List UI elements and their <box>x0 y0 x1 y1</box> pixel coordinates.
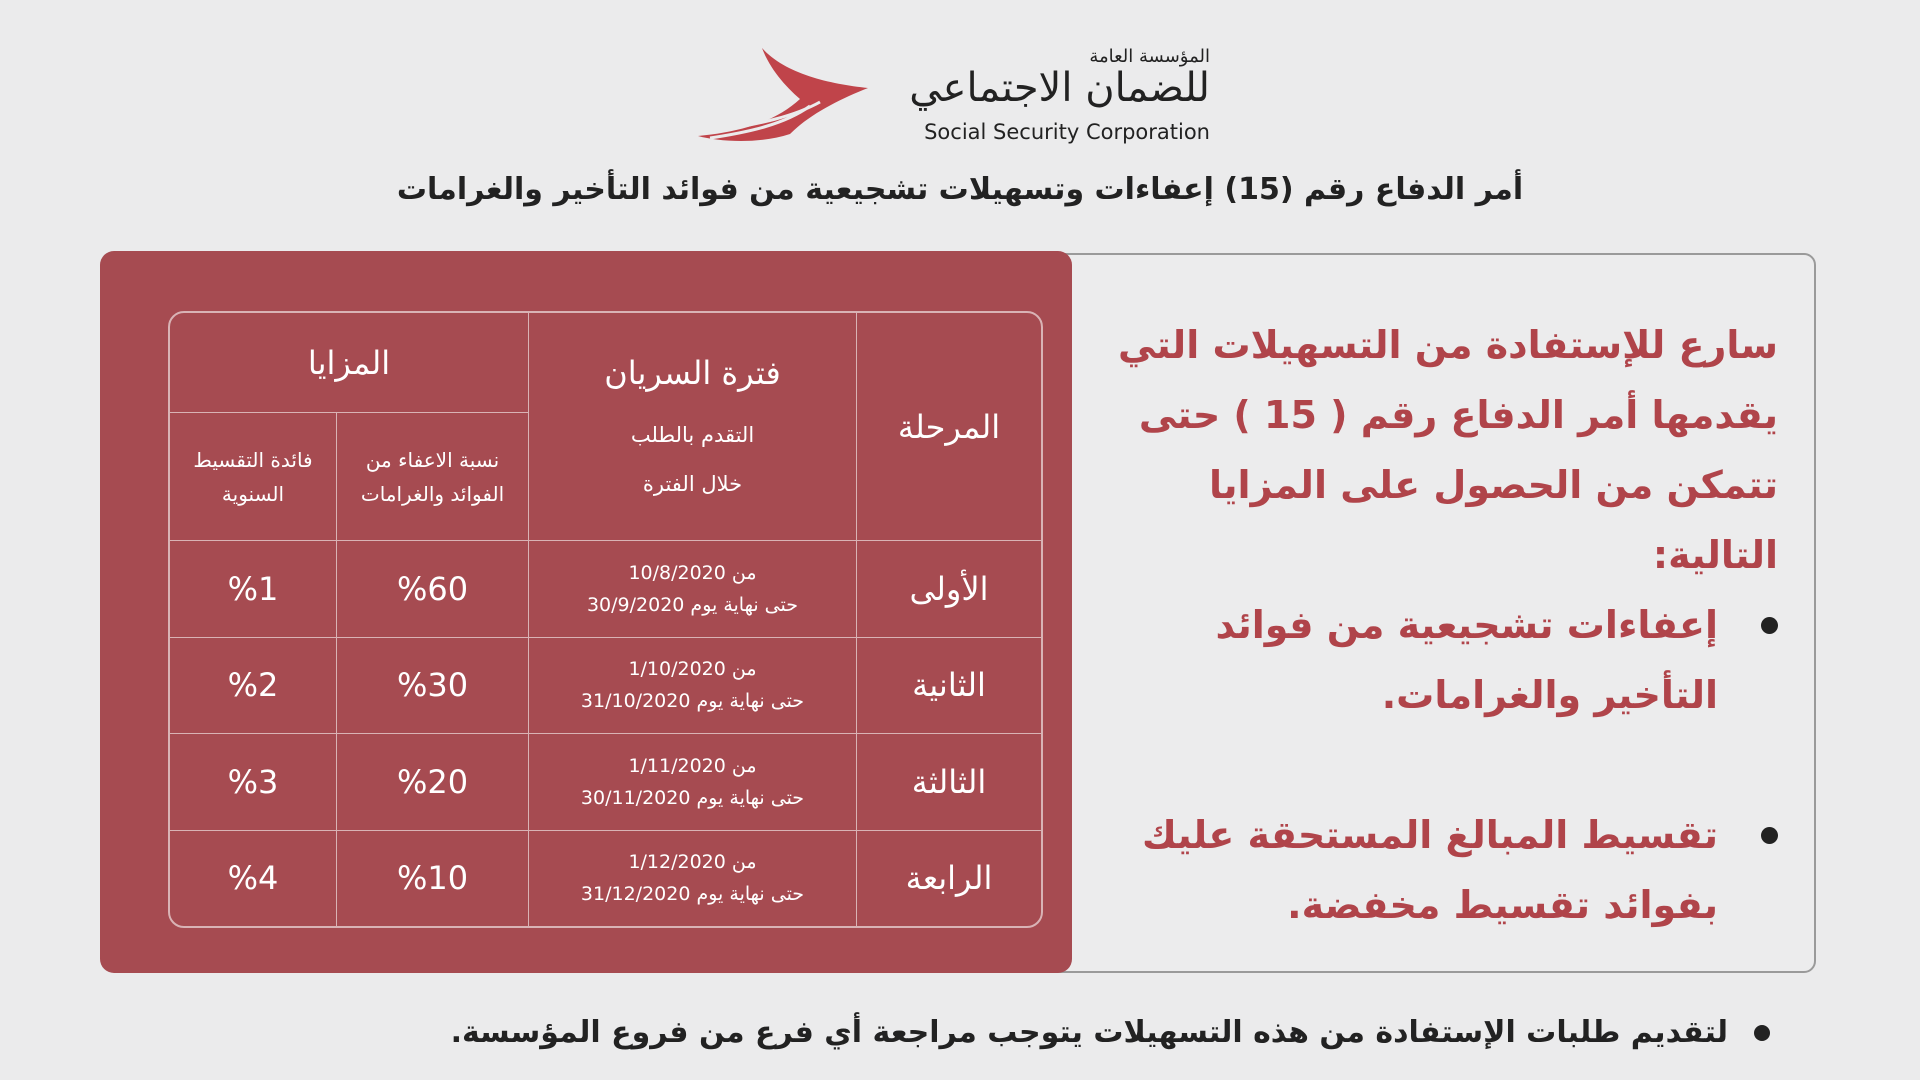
bullet-icon <box>1761 827 1778 844</box>
bullet-icon <box>1754 1025 1770 1041</box>
stages-table <box>168 311 1043 928</box>
logo-arabic-main: للضمان الاجتماعي <box>909 65 1210 111</box>
period-to: حتى نهاية يوم 31/10/2020 <box>580 690 805 713</box>
period-from: من 1/11/2020 <box>628 755 757 778</box>
stage-cell: الرابعة <box>856 831 1041 926</box>
stage-cell: الأولى <box>856 541 1041 638</box>
benefit-item <box>1098 590 1778 730</box>
benefit-text: تقسيط المبالغ المستحقة عليك بفوائد تقسيط مخفضة. <box>1141 813 1718 927</box>
info-text <box>1098 310 1778 940</box>
stage-cell: الثالثة <box>856 734 1041 831</box>
bullet-icon <box>1761 617 1778 634</box>
installment-cell: %3 <box>170 734 336 831</box>
installment-cell: %1 <box>170 541 336 638</box>
header-installment: فائدة التقسيط السنوية <box>170 413 336 541</box>
table-row <box>170 734 1041 831</box>
period-cell <box>528 541 856 638</box>
exemption-cell: %60 <box>336 541 528 638</box>
page-title: أمر الدفاع رقم (15) إعفاءات وتسهيلات تشجيعية من فوائد التأخير والغرامات <box>396 172 1524 207</box>
period-cell <box>528 638 856 735</box>
logo-english: Social Security Corporation <box>924 120 1210 144</box>
installment-cell: %2 <box>170 638 336 735</box>
header-stage: المرحلة <box>856 313 1041 541</box>
exemption-cell: %20 <box>336 734 528 831</box>
period-from: من 1/12/2020 <box>628 851 757 874</box>
header-period-sub2: خلال الفترة <box>642 471 743 496</box>
period-from: من 1/10/2020 <box>628 658 757 681</box>
table-row <box>170 831 1041 926</box>
table-row <box>170 638 1041 735</box>
footer-text: لتقديم طلبات الإستفادة من هذه التسهيلات يتوجب مراجعة أي فرع من فروع المؤسسة. <box>450 1015 1728 1050</box>
header-period <box>528 313 856 541</box>
header-exemption: نسبة الاعفاء من الفوائد والغرامات <box>336 413 528 541</box>
installment-cell: %4 <box>227 859 279 898</box>
benefit-item <box>1098 800 1778 940</box>
footer-note <box>451 1015 1770 1050</box>
logo-arabic-top: المؤسسة العامة <box>1089 46 1210 67</box>
table-row <box>170 541 1041 638</box>
wing-logo-icon <box>690 44 880 154</box>
period-to: حتى نهاية يوم 30/11/2020 <box>580 787 805 810</box>
period-to: حتى نهاية يوم 31/12/2020 <box>580 883 805 906</box>
logo <box>690 44 1210 159</box>
header-period-sub1: التقدم بالطلب <box>630 422 755 447</box>
period-cell <box>528 831 856 926</box>
benefit-text: إعفاءات تشجيعية من فوائد التأخير والغرامات. <box>1215 603 1718 717</box>
header-period-title: فترة السريان <box>604 353 781 392</box>
stage-cell: الثانية <box>856 638 1041 735</box>
period-from: من 10/8/2020 <box>628 561 757 584</box>
exemption-cell: %30 <box>336 638 528 735</box>
period-cell <box>528 734 856 831</box>
exemption-cell: %10 <box>336 831 528 926</box>
period-to: حتى نهاية يوم 30/9/2020 <box>586 593 799 616</box>
header-benefits: المزايا <box>170 313 528 413</box>
intro-text: سارع للإستفادة من التسهيلات التي يقدمها أمر الدفاع رقم ( 15 ) حتى تتمكن من الحصول على المزايا التالية: <box>1117 323 1778 577</box>
